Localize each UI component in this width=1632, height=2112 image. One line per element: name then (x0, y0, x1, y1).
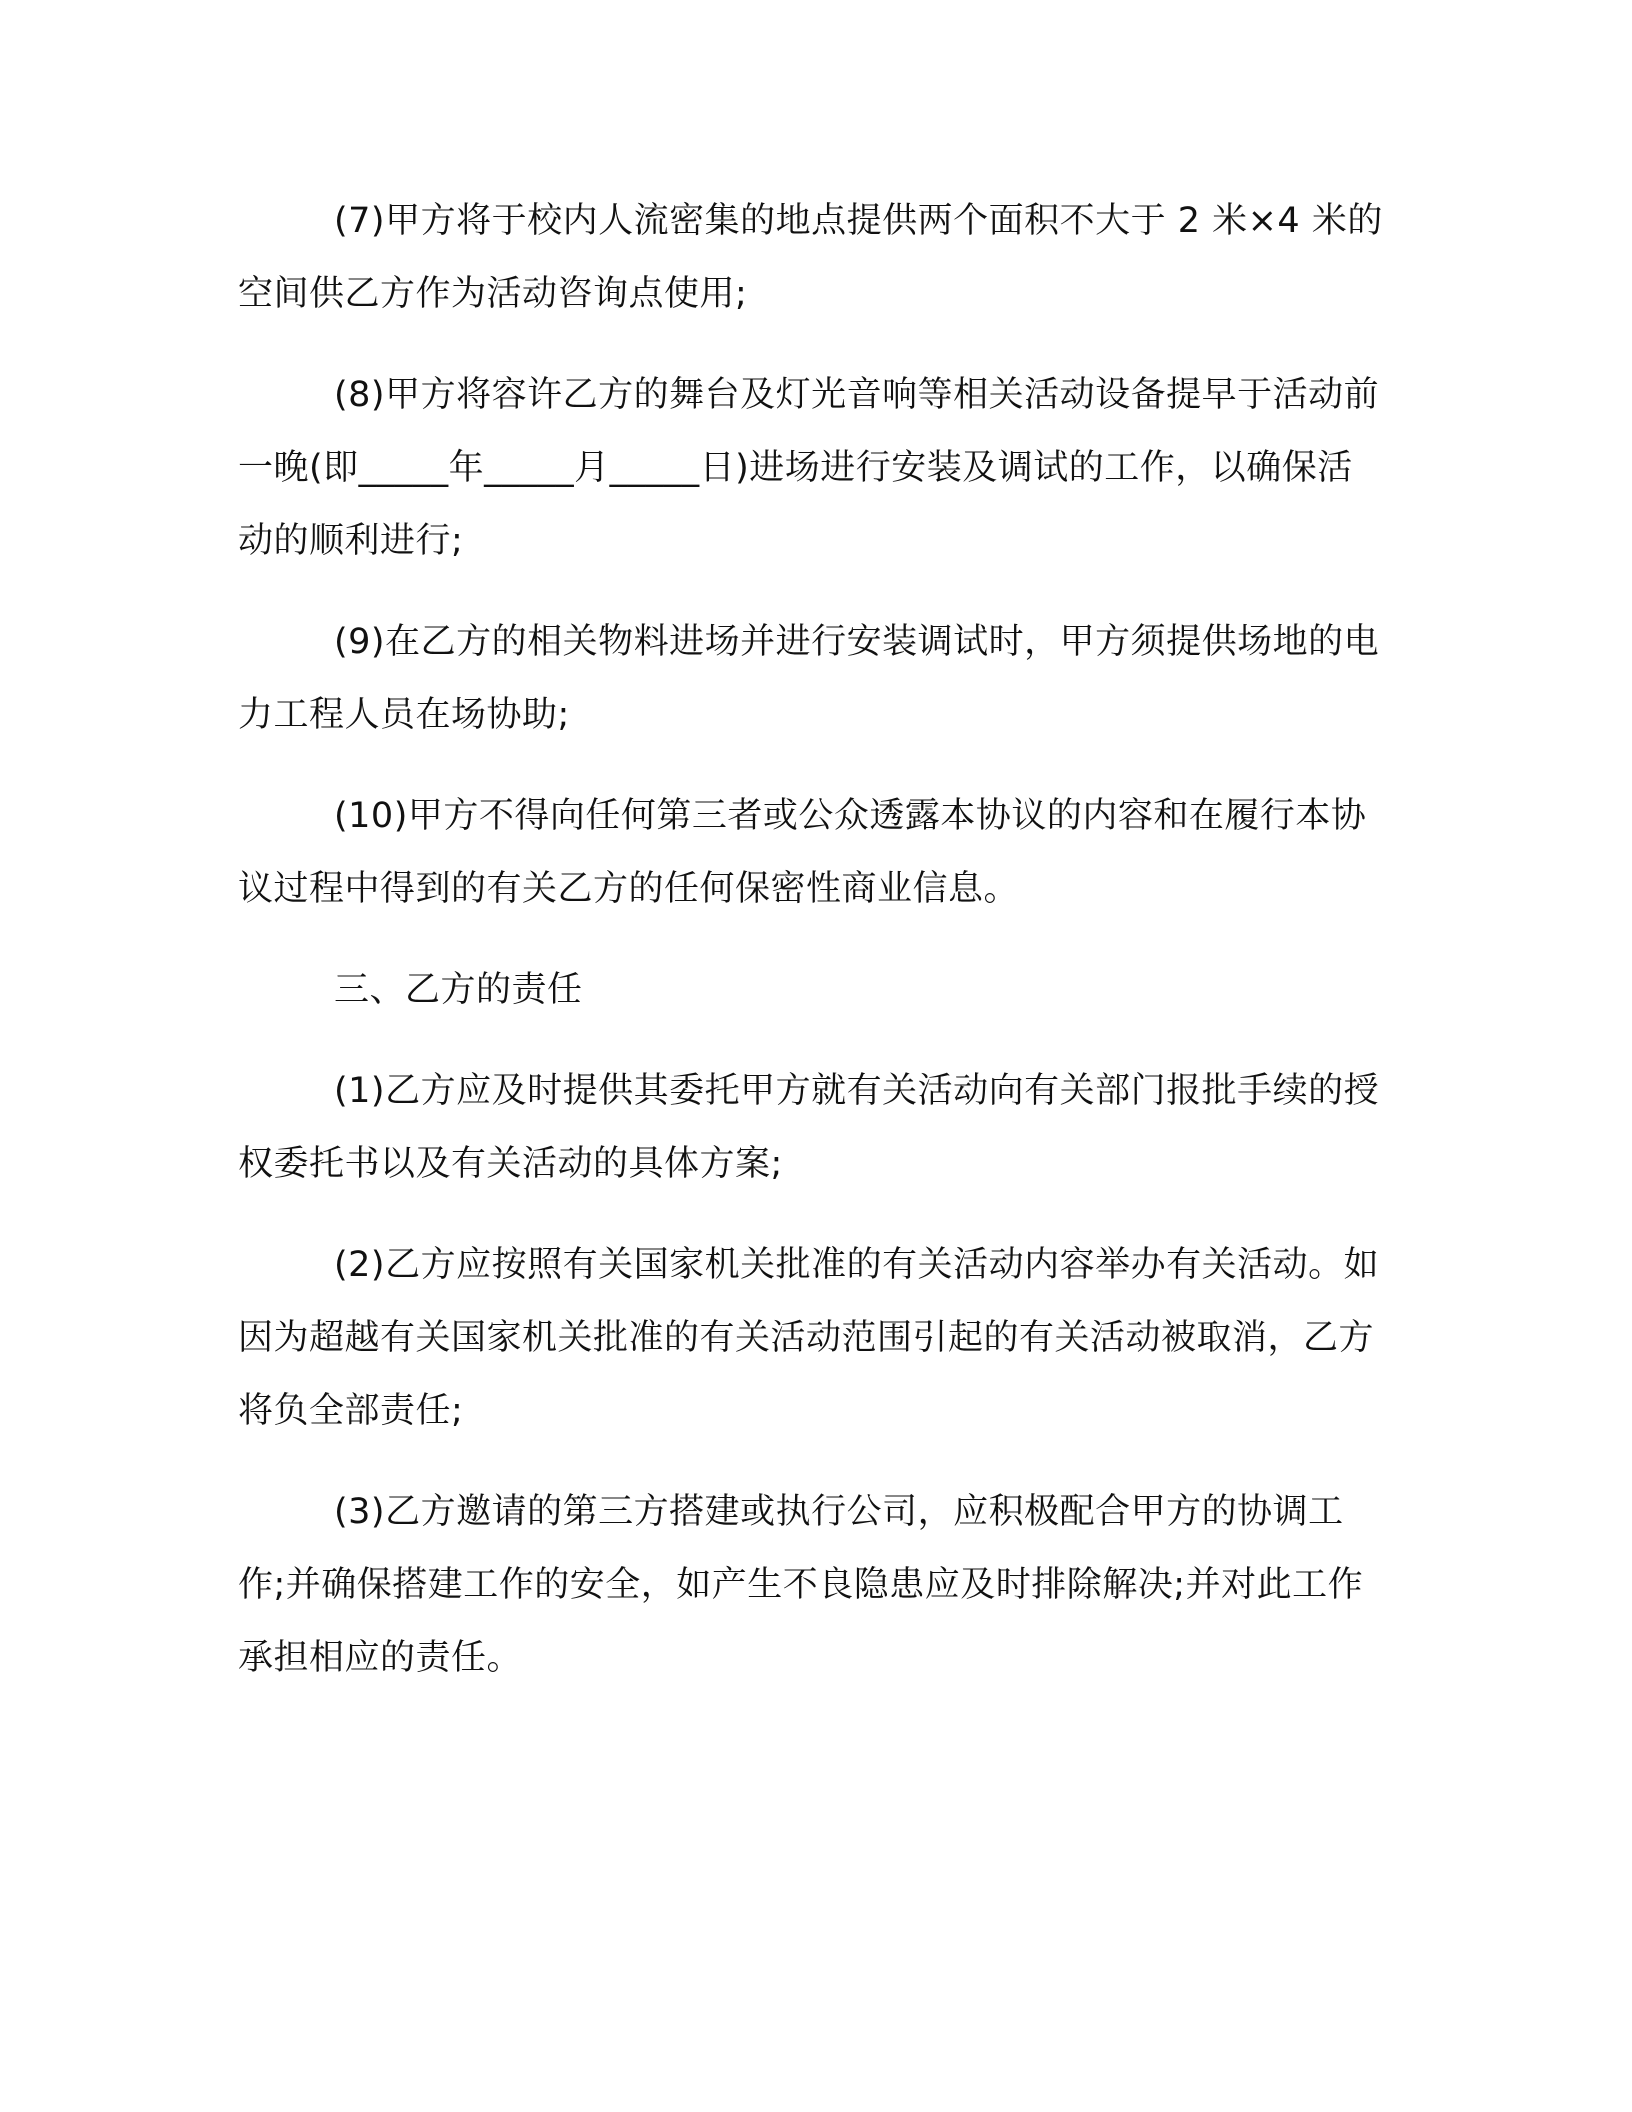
clause-8: (8)甲方将容许乙方的舞台及灯光音响等相关活动设备提早于活动前一晚(即_____年_____月_____日)进场进行安装及调试的工作，以确保活动的顺利进行; (238, 375, 1380, 561)
document-body (238, 185, 1383, 1723)
clause-7: (7)甲方将于校内人流密集的地点提供两个面积不大于 2 米×4 米的空间供乙方作为活动咨询点使用; (238, 201, 1383, 314)
clause-10: (10)甲方不得向任何第三者或公众透露本协议的内容和在履行本协议过程中得到的有关乙方的任何保密性商业信息。 (238, 796, 1367, 909)
section-heading-party-b-responsibilities: 三、乙方的责任 (334, 970, 583, 1010)
party-b-clause-3: (3)乙方邀请的第三方搭建或执行公司，应积极配合甲方的协调工作;并确保搭建工作的安全，如产生不良隐患应及时排除解决;并对此工作承担相应的责任。 (238, 1492, 1364, 1678)
party-b-clause-1: (1)乙方应及时提供其委托甲方就有关活动向有关部门报批手续的授权委托书以及有关活动的具体方案; (238, 1071, 1380, 1184)
party-b-clause-2: (2)乙方应按照有关国家机关批准的有关活动内容举办有关活动。如因为超越有关国家机关批准的有关活动范围引起的有关活动被取消，乙方将负全部责任; (238, 1245, 1380, 1431)
clause-9: (9)在乙方的相关物料进场并进行安装调试时，甲方须提供场地的电力工程人员在场协助; (238, 622, 1380, 735)
